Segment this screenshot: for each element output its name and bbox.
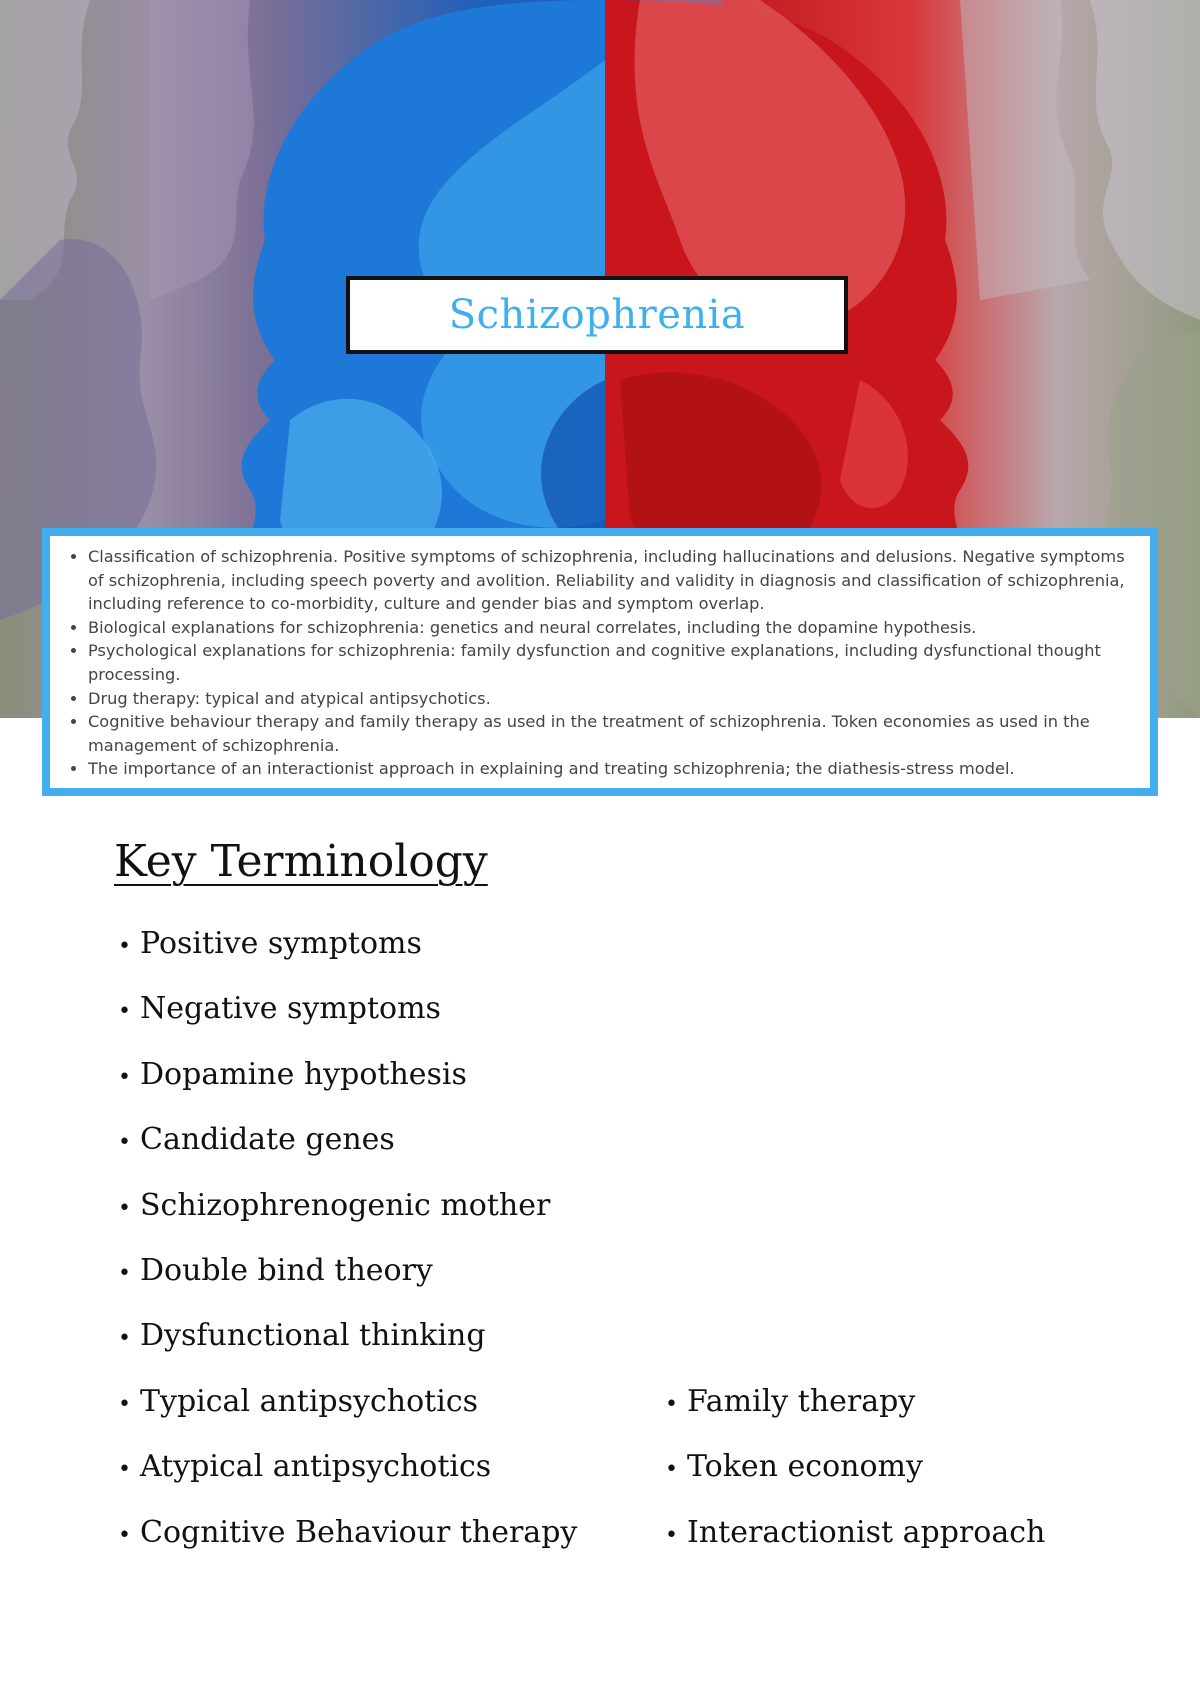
term-item [118,1249,577,1314]
term-item [118,1445,577,1510]
term-item [118,1511,577,1576]
spec-item: • Biological explanations for schizophrenia: genetics and neural correlates, including the dopamine hypothesis. [88,616,1128,640]
term-item [665,1380,1045,1445]
term-item [665,1511,1045,1576]
bullet-icon: • [118,1064,131,1090]
bullet-icon: • [118,1195,131,1221]
term-item [665,1445,1045,1510]
term-label: Token economy [687,1449,923,1485]
term-label: Positive symptoms [140,926,422,961]
term-label: Interactionist approach [687,1514,1046,1550]
spec-item: • Psychological explanations for schizophrenia: family dysfunction and cognitive explanations, including dysfunctional thought processing. [88,639,1128,686]
term-label: Double bind theory [140,1252,433,1288]
bullet-icon: • [118,1522,131,1548]
term-label: Typical antipsychotics [140,1383,479,1419]
terminology-list-right [665,1380,1045,1576]
term-label: Negative symptoms [140,991,441,1027]
spec-item: • Classification of schizophrenia. Positive symptoms of schizophrenia, including hallucinations and delusions. Negative symptoms of schizophrenia, including speech poverty and avolition. Reliability and validity in diagnosis and classification of schizophrenia, including reference to co-morbidity, culture and gender bias and symptom overlap. [88,545,1128,616]
term-label: Dysfunctional thinking [140,1318,486,1354]
term-item [118,1380,577,1445]
term-item [118,1053,577,1118]
term-item [118,987,577,1052]
bullet-icon: • [665,1457,678,1483]
specification-list [64,545,1128,781]
key-terminology-heading: Key Terminology [114,836,488,887]
term-item [118,1118,577,1183]
bullet-icon: • [118,1260,131,1286]
bullet-icon: • [118,999,131,1025]
bullet-icon: • [665,1522,678,1548]
page-title: Schizophrenia [448,292,746,338]
spec-item: • The importance of an interactionist approach in explaining and treating schizophrenia; the diathesis-stress model. [88,757,1128,781]
term-label: Schizophrenogenic mother [140,1187,551,1223]
term-label: Family therapy [687,1384,916,1419]
bullet-icon: • [118,1457,131,1483]
title-box [346,276,848,354]
term-label: Candidate genes [140,1122,395,1158]
bullet-icon: • [118,1130,131,1156]
bullet-icon: • [665,1392,678,1417]
term-label: Cognitive Behaviour therapy [140,1514,578,1550]
bullet-icon: • [118,1326,131,1352]
spec-item: • Drug therapy: typical and atypical antipsychotics. [88,687,1128,711]
bullet-icon: • [118,934,131,959]
term-label: Atypical antipsychotics [140,1449,492,1485]
term-item [118,1184,577,1249]
term-label: Dopamine hypothesis [140,1056,467,1092]
terminology-list-left [118,922,577,1576]
bullet-icon: • [118,1391,131,1417]
term-item [118,922,577,987]
spec-item: • Cognitive behaviour therapy and family therapy as used in the treatment of schizophrenia. Token economies as used in the management of schizophrenia. [88,710,1128,757]
specification-box [42,528,1158,796]
term-item [118,1314,577,1379]
